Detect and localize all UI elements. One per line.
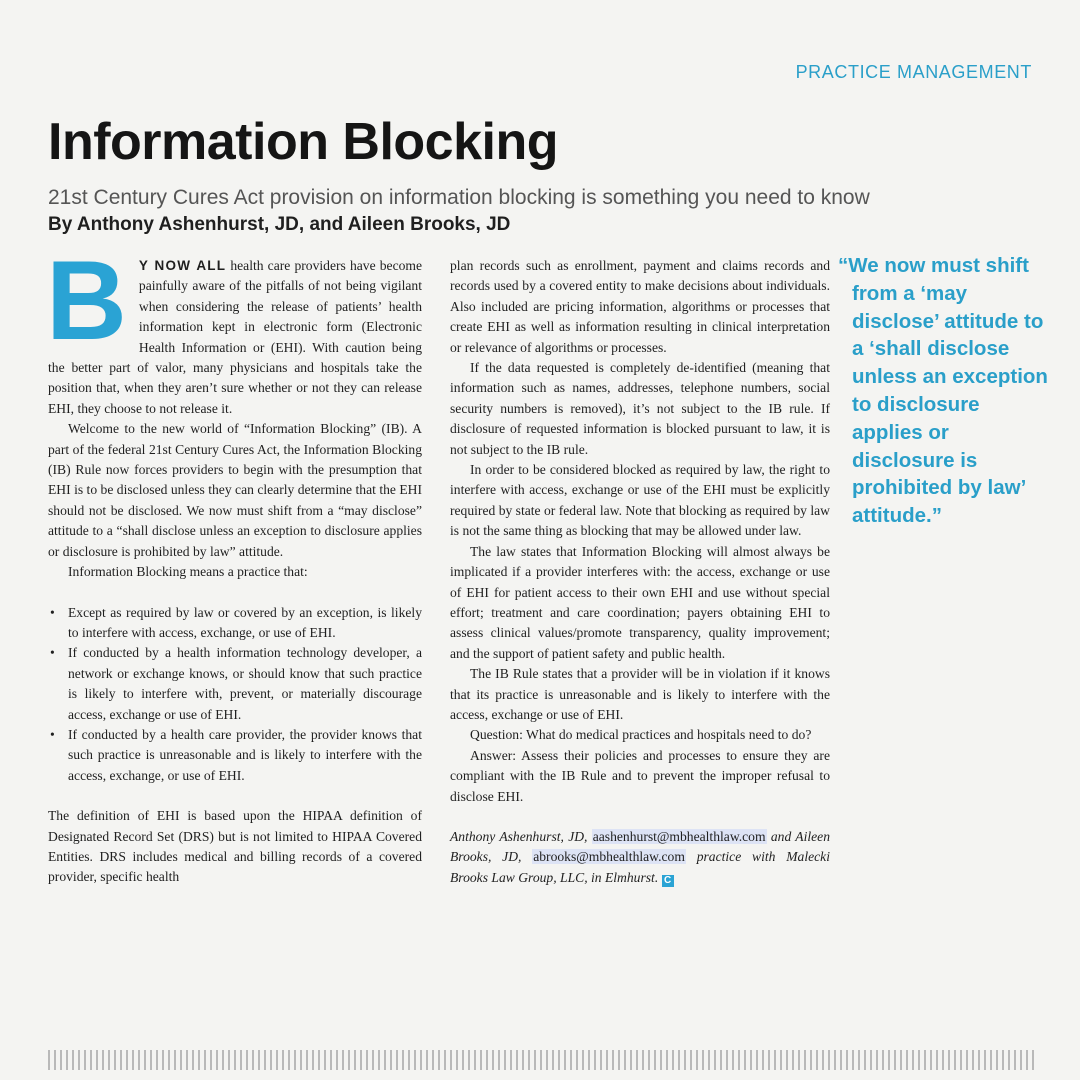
bullet-icon: • [50, 604, 55, 620]
section-label: PRACTICE MANAGEMENT [795, 62, 1032, 82]
drop-cap: B [46, 238, 127, 363]
paragraph: Welcome to the new world of “Information Blocking” (IB). A part of the federal 21st Century Cures Act, the Information Blocking (IB) Rule now forces providers to begin with the presumption that EHI is to be disclosed unless they can clearly determine that the EHI should not be disclosed. We now must shift from a “may disclose” attitude to a “shall disclose unless an exception to disclosure applies or disclosure is prohibited by law” attitude. [48, 421, 422, 559]
credit-text: practice with Malecki Brooks Law Group, LLC, in Elmhurst. [450, 849, 830, 885]
email-link-ashenhurst[interactable]: aashenhurst@mbhealthlaw.com [592, 828, 766, 844]
paragraph: Information Blocking means a practice that: [68, 564, 308, 580]
end-mark-icon: C [662, 875, 674, 887]
paragraph: The law states that Information Blocking will almost always be implicated if a provider interferes with: the access, exchange or use of EHI for patient access to their own EHI and use without special effort; treatment and care coordination; payers obtaining EHI to assess clinical values/promote transparency, quality improvement; and the support of patient safety and public health. [450, 543, 830, 661]
bullet-icon: • [50, 726, 55, 742]
article-title: Information Blocking [48, 113, 558, 171]
credit-text: Anthony Ashenhurst, JD, [450, 828, 592, 844]
article-column-2 [450, 256, 830, 888]
lead-paragraph [46, 238, 423, 419]
paragraph: In order to be considered blocked as required by law, the right to interfere with access, exchange or use of the EHI must be explicitly required by state or federal law. Note that blocking as required by law is not the same thing as blocking that may be allowed under law. [450, 462, 830, 539]
bullet-item [48, 603, 422, 644]
lead-paragraph-text: health care providers have become painfully aware of the pitfalls of not being vigilant when considering the release of patients’ health information kept in electronic form (Electronic Health Information or (EHI). With caution being the better part of valor, many physicians and hospitals take the position that, when they aren’t sure whether or not they can release EHI, they choose to not release it. [48, 258, 423, 416]
paragraph: The definition of EHI is based upon the HIPAA definition of Designated Record Set (DRS) but is not limited to HIPAA Covered Entities. DRS includes medical and billing records of a covered provider, specific health [48, 808, 422, 885]
email-link-brooks[interactable]: abrooks@mbhealthlaw.com [533, 849, 685, 865]
bullet-list [48, 603, 422, 787]
paragraph-continued: plan records such as enrollment, payment and claims records and records used by a covered entity to make decisions about individuals. Also included are pricing information, algorithms or processes that create EHI as well as information resulting in clinical interpretation or relevance of algorithms or processes. [450, 258, 830, 355]
bullet-icon: • [50, 645, 55, 661]
bullet-item [48, 643, 422, 725]
paragraph: If the data requested is completely de-identified (meaning that information such as names, addresses, telephone numbers, social security numbers is removed), it’s not subject to the IB rule. If disclosure of requested information is blocked pursuant to law, it is not subject to the IB rule. [450, 360, 830, 457]
footer-decoration [48, 1050, 1034, 1070]
bullet-text: If conducted by a health care provider, the provider knows that such practice is unreasonable and is likely to interfere with the access, exchange, or use of EHI. [68, 726, 422, 783]
paragraph: The IB Rule states that a provider will be in violation if it knows that its practice is unreasonable and is likely to interfere with the access, exchange or use of EHI. [450, 666, 830, 722]
author-credit [450, 827, 830, 888]
article-column-1 [46, 238, 423, 888]
article-subtitle: 21st Century Cures Act provision on information blocking is something you need to know [48, 186, 870, 209]
lead-in: Y NOW ALL [138, 258, 227, 273]
bullet-text: Except as required by law or covered by an exception, is likely to interfere with access, exchange, or use of EHI. [68, 604, 422, 640]
paragraph: Answer: Assess their policies and processes to ensure they are compliant with the IB Rule and to prevent the improper refusal to disclose EHI. [450, 747, 830, 804]
pull-quote: “We now must shift from a ‘may disclose’ attitude to a ‘shall disclose unless an exception to disclosure applies or disclosure is prohibited by law’ attitude.” [838, 254, 1048, 528]
credit-text: and Aileen Brooks, JD, [450, 828, 830, 865]
bullet-text: If conducted by a health information technology developer, a network or exchange knows, or should know that such practice is likely to interfere with, prevent, or materially discourage access, exchange or use of EHI. [68, 645, 422, 722]
bullet-item [48, 725, 422, 786]
paragraph: Question: What do medical practices and hospitals need to do? [470, 727, 812, 743]
article-byline: By Anthony Ashenhurst, JD, and Aileen Brooks, JD [48, 214, 511, 235]
